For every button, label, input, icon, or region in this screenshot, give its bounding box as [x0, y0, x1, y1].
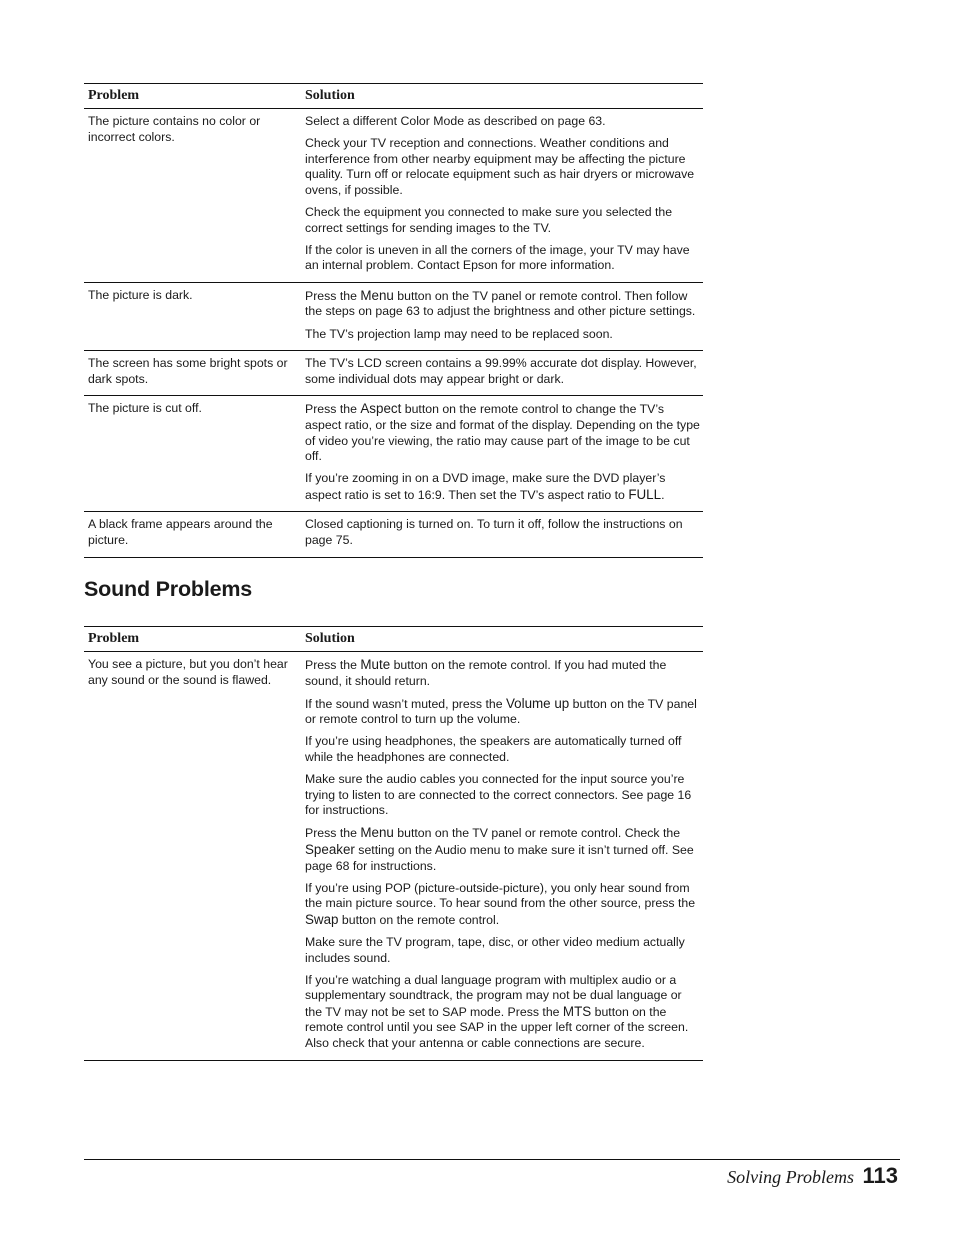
text-run: button on the remote control. If you had muted the sound, it should return.	[305, 658, 667, 688]
ui-control-name: FULL	[628, 486, 662, 502]
text-run: setting on the Audio menu to make sure it isn’t turned off. See page 68 for instructions.	[305, 842, 694, 873]
solution-column-header: Solution	[301, 84, 703, 109]
text-run: button on the remote control until you see SAP in the upper left corner of the screen. Also check that your antenna or cable connections are secure.	[305, 1004, 689, 1050]
solution-paragraph: Closed captioning is turned on. To turn it off, follow the instructions on page 75.	[305, 517, 683, 547]
problem-cell: A black frame appears around the picture.	[84, 512, 301, 557]
problem-column-header: Problem	[84, 627, 301, 652]
solution-paragraph	[305, 401, 701, 464]
solution-paragraph	[305, 881, 701, 929]
table-row	[84, 652, 703, 1061]
text-run: button on the remote control to change the TV’s aspect ratio, or the size and format of the display. Depending on the type of video you’re viewing, the ratio may cause part of the image to be cut off.	[305, 402, 700, 464]
sound-problems-table	[84, 626, 703, 1061]
problem-cell: The picture contains no color or incorrect colors.	[84, 109, 301, 283]
solution-cell	[301, 396, 703, 512]
problem-cell: You see a picture, but you don’t hear any sound or the sound is flawed.	[84, 652, 301, 1061]
table-body	[84, 109, 703, 558]
ui-control-name: MTS	[562, 1003, 592, 1019]
table-header-row	[84, 627, 703, 652]
solution-cell	[301, 282, 703, 350]
text-run: button on the TV panel or remote control. Then follow the steps on page 63 to adjust the brightness and other picture settings.	[305, 288, 696, 319]
text-run: If the sound wasn’t muted, press the	[305, 696, 506, 711]
problem-cell: The screen has some bright spots or dark spots.	[84, 351, 301, 396]
picture-problems-table	[84, 83, 703, 558]
solution-paragraph: Check your TV reception and connections. Weather conditions and interference from other nearby equipment may be affecting the picture quality. Turn off or relocate equipment such as hair dryers or microwave ovens, if possible.	[305, 136, 695, 197]
ui-control-name: Speaker	[305, 841, 355, 857]
text-run: button on the remote control.	[338, 912, 500, 927]
ui-control-name: Volume up	[505, 695, 570, 711]
text-run: If you’re watching a dual language program with multiplex audio or a supplementary soundtrack, the program may not be dual language or the TV may not be set to SAP mode. Press the	[305, 972, 682, 1019]
solution-paragraph	[305, 288, 701, 320]
table-row	[84, 396, 703, 512]
solution-cell	[301, 512, 703, 557]
solution-paragraph	[305, 973, 701, 1052]
problem-column-header: Problem	[84, 84, 301, 109]
solution-cell	[301, 652, 703, 1061]
text-run: Press the	[305, 402, 361, 417]
section-heading: Sound Problems	[84, 577, 253, 601]
text-run: Press the	[305, 658, 361, 672]
solution-cell	[301, 109, 703, 283]
solution-paragraph: Make sure the TV program, tape, disc, or other video medium actually includes sound.	[305, 934, 685, 965]
solution-paragraph: Check the equipment you connected to make sure you selected the correct settings for sending images to the TV.	[305, 204, 673, 235]
table-header-row	[84, 84, 703, 109]
solution-paragraph	[305, 657, 701, 689]
text-run: If you’re zooming in on a DVD image, make sure the DVD player’s aspect ratio is set to 16:9. Then set the TV’s aspect ratio to	[305, 471, 666, 502]
table-row	[84, 512, 703, 557]
problem-cell: The picture is dark.	[84, 282, 301, 350]
ui-control-name: Menu	[360, 287, 394, 303]
text-run: If you’re using POP (picture-outside-picture), you only hear sound from the main picture source. To hear sound from the other source, press the	[305, 880, 696, 911]
solution-paragraph: If you’re using headphones, the speakers are automatically turned off while the headphones are connected.	[305, 734, 682, 764]
ui-control-name: Aspect	[360, 401, 402, 417]
text-run: Press the	[305, 288, 361, 303]
text-run: .	[661, 487, 665, 502]
problem-cell: The picture is cut off.	[84, 396, 301, 512]
footer-section-title: Solving Problems	[727, 1167, 854, 1187]
solution-paragraph: The TV’s LCD screen contains a 99.99% accurate dot display. However, some individual dots may appear bright or dark.	[305, 356, 697, 386]
solution-column-header: Solution	[301, 627, 703, 652]
text-run: Press the	[305, 826, 361, 841]
table-row	[84, 351, 703, 396]
solution-cell	[301, 351, 703, 396]
solution-paragraph: The TV’s projection lamp may need to be replaced soon.	[305, 326, 613, 341]
solution-paragraph	[305, 696, 701, 728]
solution-paragraph	[305, 825, 701, 874]
solution-paragraph: If the color is uneven in all the corners of the image, your TV may have an internal problem. Contact Epson for more information.	[305, 242, 690, 273]
ui-control-name: Menu	[360, 825, 394, 841]
footer-divider	[84, 1159, 900, 1160]
ui-control-name: Mute	[360, 657, 391, 672]
solution-paragraph	[305, 471, 701, 503]
table-body	[84, 652, 703, 1061]
text-run: button on the TV panel or remote control. Check the	[393, 826, 681, 841]
ui-control-name: Swap	[305, 911, 339, 927]
table-row	[84, 109, 703, 283]
solution-paragraph: Make sure the audio cables you connected for the input source you’re trying to listen to are connected to the correct connectors. See page 16 for instructions.	[305, 772, 692, 818]
solution-paragraph: Select a different Color Mode as described on page 63.	[305, 114, 606, 128]
table-row	[84, 282, 703, 350]
text-run: button on the TV panel or remote control to turn up the volume.	[305, 696, 697, 727]
page-number: 113	[862, 1163, 898, 1188]
